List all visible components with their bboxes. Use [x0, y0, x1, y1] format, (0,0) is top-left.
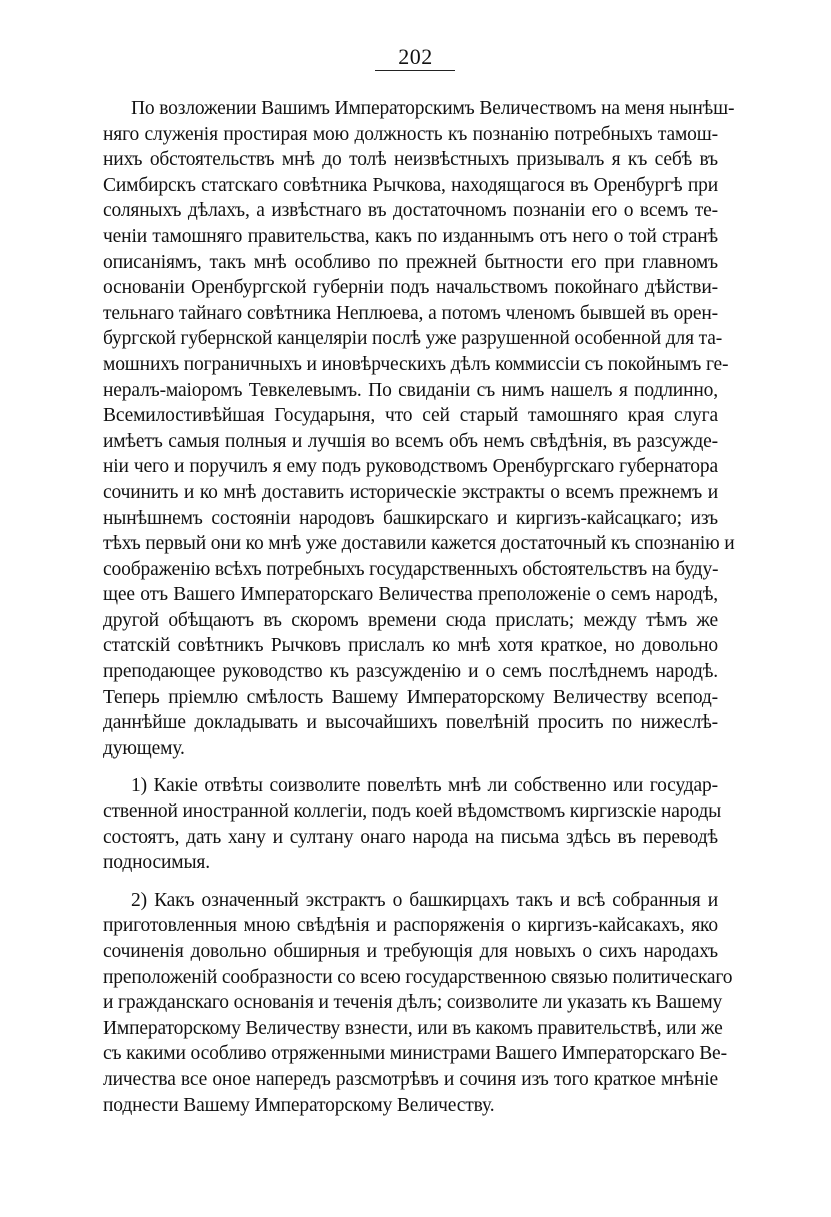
- text-line: Теперь пріемлю смѣлость Вашему Императорскому Величеству всепод-: [103, 686, 718, 708]
- text-line: тѣхъ первый они ко мнѣ уже доставили кажется достаточный къ спознанію и: [103, 533, 735, 555]
- text-line: 2) Какъ означенный экстрактъ о башкирцахъ такъ и всѣ собранныя и: [131, 889, 718, 911]
- text-line: Симбирскъ статскаго совѣтника Рычкова, находящагося въ Оренбургѣ при: [103, 174, 718, 196]
- text-line: и гражданскаго основанія и теченія дѣлъ; соизволите ли указать къ Вашему: [103, 992, 723, 1014]
- text-line: мошнихъ пограничныхъ и иновѣрческихъ дѣлъ коммиссіи съ покойнымъ ге-: [103, 353, 729, 375]
- text-line: ніи чего и поручилъ я ему подъ руководствомъ Оренбургскаго губернатора: [103, 456, 718, 478]
- text-line: ственной иностранной коллегіи, подъ коей вѣдомствомъ киргизскіе народы: [103, 801, 722, 823]
- text-line: соображенію всѣхъ потребныхъ государственныхъ обстоятельствъ на буду-: [103, 558, 719, 580]
- text-line: преподающее руководство къ разсужденію и о семъ послѣднемъ народѣ.: [103, 661, 718, 683]
- text-line: нынѣшнемъ состояніи народовъ башкирскаго и киргизъ-кайсацкаго; изъ: [103, 507, 718, 529]
- text-line: состоятъ, дать хану и султану онаго народа на письма здѣсь въ переводѣ: [103, 826, 718, 848]
- text-line: описаніямъ, такъ мнѣ особливо по прежней бытности его при главномъ: [103, 251, 718, 273]
- text-line: дующему.: [103, 737, 185, 759]
- text-line: 1) Какіе отвѣты соизволите повелѣть мнѣ ли собственно или государ-: [131, 775, 718, 797]
- text-line: бургской губернской канцеляріи послѣ уже разрушенной особенной для та-: [103, 328, 723, 350]
- text-line: нералъ-маіоромъ Тевкелевымъ. По свиданіи съ нимъ нашелъ я подлинно,: [103, 379, 718, 401]
- paragraph-gap: [103, 761, 718, 773]
- text-line: подносимыя.: [103, 852, 210, 874]
- text-line: приготовленныя мною свѣдѣнія и распоряженія о киргизъ-кайсакахъ, яко: [103, 915, 718, 937]
- header-rule: [375, 70, 455, 71]
- text-line: даннѣйше докладывать и высочайшихъ повелѣній просить по нижеслѣ-: [103, 712, 718, 734]
- text-line: личества все оное напередъ разсмотрѣвъ и сочиня изъ того краткое мнѣніе: [103, 1068, 718, 1090]
- text-line: сочинить и ко мнѣ доставить историческіе экстракты о всемъ прежнемъ и: [103, 481, 718, 503]
- text-line: Императорскому Величеству взнести, или въ какомъ правительствѣ, или же: [103, 1017, 723, 1039]
- text-line: другой обѣщаютъ въ скоромъ времени сюда прислать; между тѣмъ же: [103, 609, 718, 631]
- text-line: нихъ обстоятельствъ мнѣ до толѣ неизвѣстныхъ призывалъ я къ себѣ въ: [103, 149, 718, 171]
- text-line: поднести Вашему Императорскому Величеству.: [103, 1094, 495, 1116]
- text-line: съ какими особливо отряженными министрами Вашего Императорскаго Ве-: [103, 1043, 727, 1065]
- text-line: основаніи Оренбургской губерніи подъ начальствомъ покойнаго дѣйстви-: [103, 277, 718, 299]
- text-line: Всемилостивѣйшая Государыня, что сей старый тамошняго края слуга: [103, 405, 718, 427]
- body-text: [103, 96, 735, 1118]
- text-line: сочиненія довольно обширныя и требующія для новыхъ о сихъ народахъ: [103, 941, 718, 962]
- text-line: ченіи тамошняго правительства, какъ по изданнымъ отъ него о той странѣ: [103, 225, 718, 247]
- text-line: статскій совѣтникъ Рычковъ прислалъ ко мнѣ хотя краткое, но довольно: [103, 635, 718, 657]
- text-line: тельнаго тайнаго совѣтника Неплюева, а потомъ членомъ бывшей въ орен-: [103, 302, 718, 324]
- text-line: имѣетъ самыя полныя и лучшія во всемъ объ немъ свѣдѣнія, въ разсужде-: [103, 430, 718, 452]
- text-line: По возложении Вашимъ Императорскимъ Величествомъ на меня нынѣш-: [131, 98, 735, 119]
- text-line: няго служенія простирая мою должность къ познанію потребныхъ тамош-: [103, 123, 718, 145]
- text-line: щее отъ Вашего Императорскаго Величества препoложеніе о семъ народѣ,: [103, 584, 718, 606]
- paragraph-gap: [103, 876, 718, 888]
- page-number: 202: [398, 44, 433, 69]
- text-line: преположеній сообразности со всею государственною связью политическаго: [103, 966, 733, 988]
- text-line: соляныхъ дѣлахъ, а извѣстнаго въ достаточномъ познаніи его о всемъ те-: [103, 200, 718, 222]
